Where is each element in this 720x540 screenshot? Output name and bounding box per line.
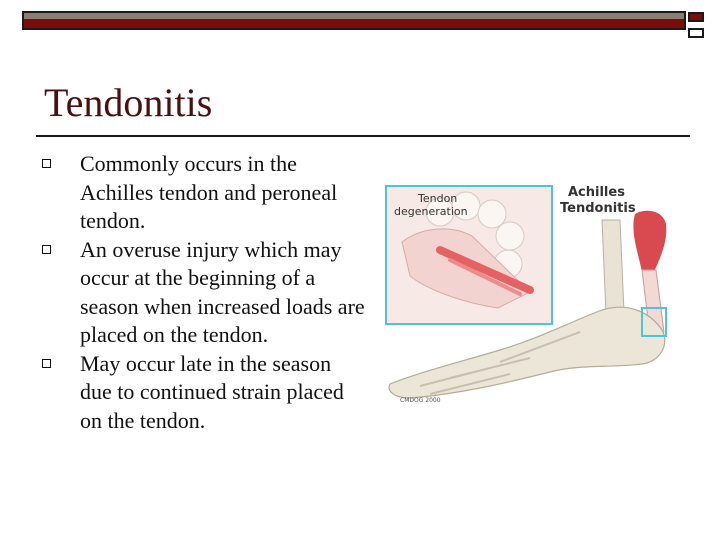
title-divider: [36, 135, 690, 137]
square-bullet-icon: [42, 245, 51, 254]
bullet-list: [38, 150, 368, 435]
inset-label-line2: degeneration: [394, 205, 468, 218]
square-bullet-icon: [42, 359, 51, 368]
top-decorative-bar: [22, 11, 686, 30]
square-bullet-icon: [42, 159, 51, 168]
corner-square-outline: [688, 28, 704, 38]
bullet-item: [38, 236, 368, 350]
main-label-line1: Achilles: [568, 185, 625, 200]
main-label-line2: Tendonitis: [560, 201, 636, 216]
bullet-text: May occur late in the season due to continued strain placed on the tendon.: [80, 350, 344, 433]
corner-square-filled: [688, 12, 704, 22]
inset-label-line1: Tendon: [418, 192, 458, 205]
slide-title: Tendonitis: [44, 80, 213, 125]
bullet-item: [38, 150, 368, 236]
bullet-text: Commonly occurs in the Achilles tendon and peroneal tendon.: [80, 151, 338, 233]
image-credit: CMDOG 2000: [400, 397, 441, 404]
achilles-tendonitis-illustration: [380, 172, 672, 412]
bullet-text: An overuse injury which may occur at the beginning of a season when increased loads are placed on the tendon.: [80, 236, 365, 347]
calf-muscle-shape: [633, 211, 666, 272]
tibia-bone-shape: [602, 220, 624, 314]
bullet-item: [38, 350, 368, 436]
